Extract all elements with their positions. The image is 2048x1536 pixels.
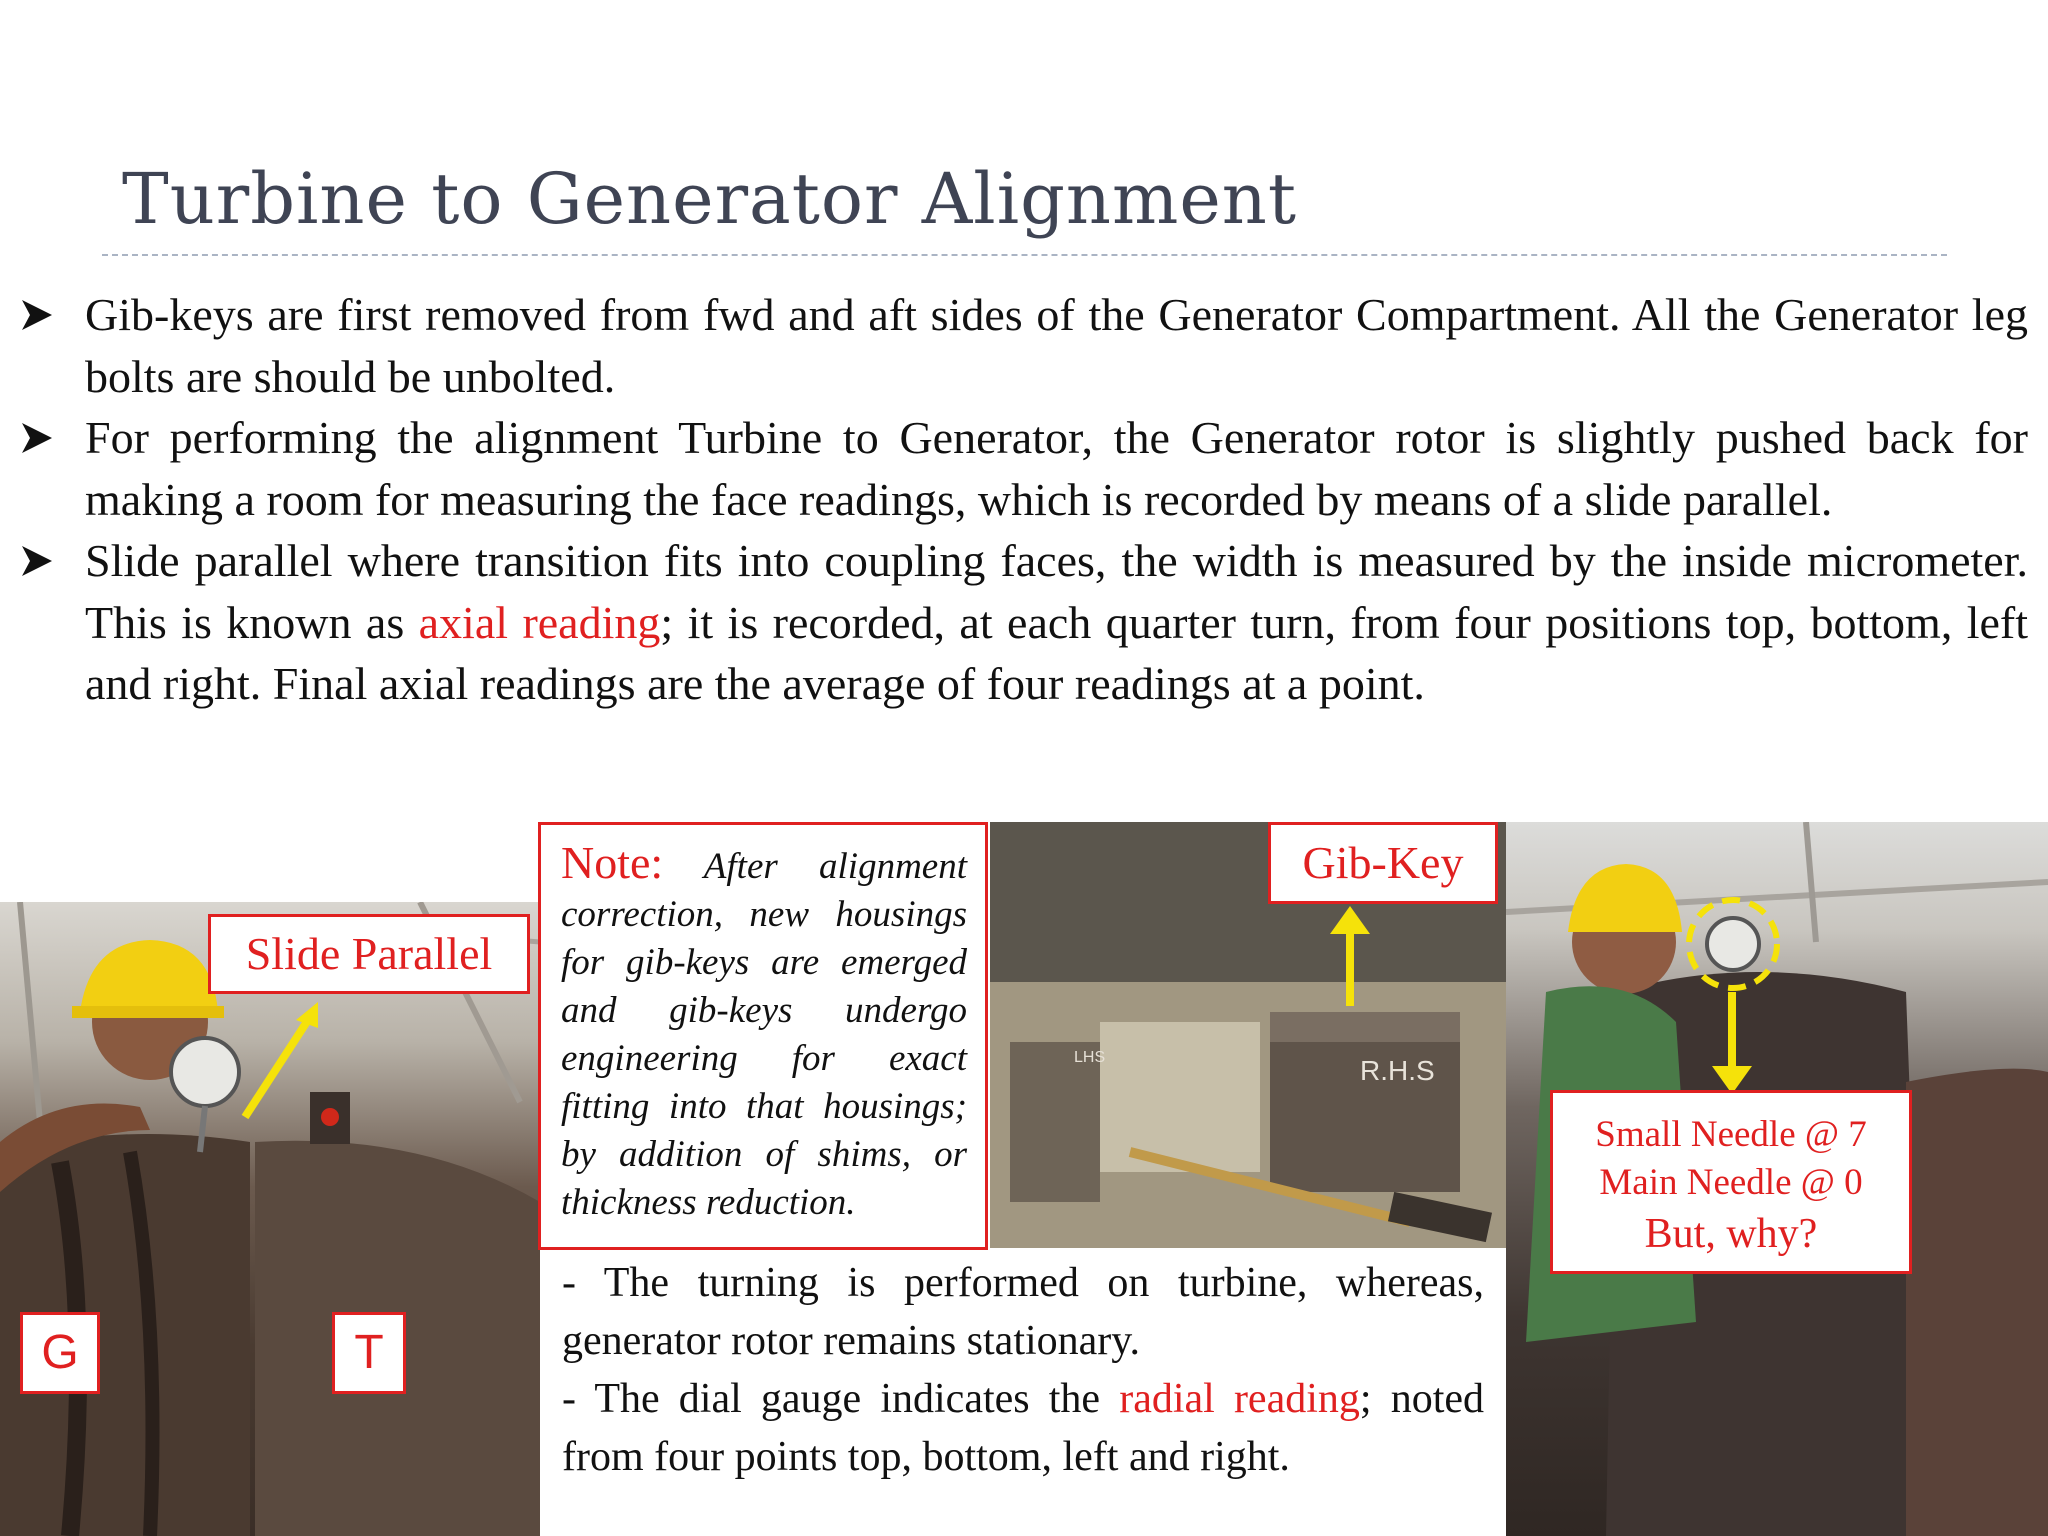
small-needle-text: Small Needle @ 7: [1595, 1114, 1867, 1155]
turning-explanation: [540, 1250, 1490, 1536]
gib-key-callout: Gib-Key: [1268, 822, 1498, 904]
arrowhead-bullet-icon: [20, 544, 54, 578]
coupling-scene-illustration: [0, 902, 540, 1536]
arrowhead-bullet-icon: [20, 421, 54, 455]
bullet-item: [20, 284, 2028, 407]
rhs-photo-label: R.H.S: [1360, 1055, 1435, 1086]
bullet-item: [20, 407, 2028, 530]
bullet-item: [20, 530, 2028, 715]
needle-callout: [1550, 1090, 1912, 1274]
turning-line-2: - The dial gauge indicates the radial reading; noted from four points top, bottom, left and right.: [562, 1376, 1485, 1480]
bullet-text: For performing the alignment Turbine to Generator, the Generator rotor is slightly pushed back for making a room for measuring the face readings, which is recorded by means of a slide parallel.: [85, 412, 2028, 525]
note-label: Note:: [561, 837, 664, 888]
turning-line-1: - The turning is performed on turbine, whereas, generator rotor remains stationary.: [562, 1260, 1484, 1364]
title-divider: [102, 254, 1947, 256]
slide-title: Turbine to Generator Alignment: [122, 158, 1297, 240]
lhs-photo-label: LHS: [1074, 1049, 1106, 1066]
note-body: After alignment correction, new housings for gib-keys are emerged and gib-keys undergo engineering for exact fitting into that housings; by addition of shims, or thickness reduction.: [561, 846, 967, 1223]
slide-parallel-callout: Slide Parallel: [208, 914, 530, 994]
bullet-text: Gib-keys are first removed from fwd and aft sides of the Generator Compartment. All the Generator leg bolts are should be unbolted.: [85, 289, 2028, 402]
arrowhead-bullet-icon: [20, 298, 54, 332]
bullet-list: [20, 284, 2028, 715]
note-callout: [538, 822, 988, 1250]
bullet-text: Slide parallel where transition fits into coupling faces, the width is measured by the inside micrometer. This is known as axial reading; it is recorded, at each quarter turn, from four positions top, bottom, left and right. Final axial readings are the average of four readings at a point.: [85, 535, 2029, 709]
radial-reading-highlight: radial reading: [1119, 1376, 1360, 1422]
generator-marker: G: [20, 1312, 100, 1394]
why-question-text: But, why?: [1644, 1211, 1818, 1257]
note-text: [561, 839, 967, 1227]
main-needle-text: Main Needle @ 0: [1599, 1162, 1863, 1203]
slide-parallel-photo: [0, 902, 540, 1536]
gib-key-photo: [990, 822, 1506, 1248]
axial-reading-highlight: axial reading: [418, 596, 661, 648]
turbine-marker: T: [332, 1312, 406, 1394]
